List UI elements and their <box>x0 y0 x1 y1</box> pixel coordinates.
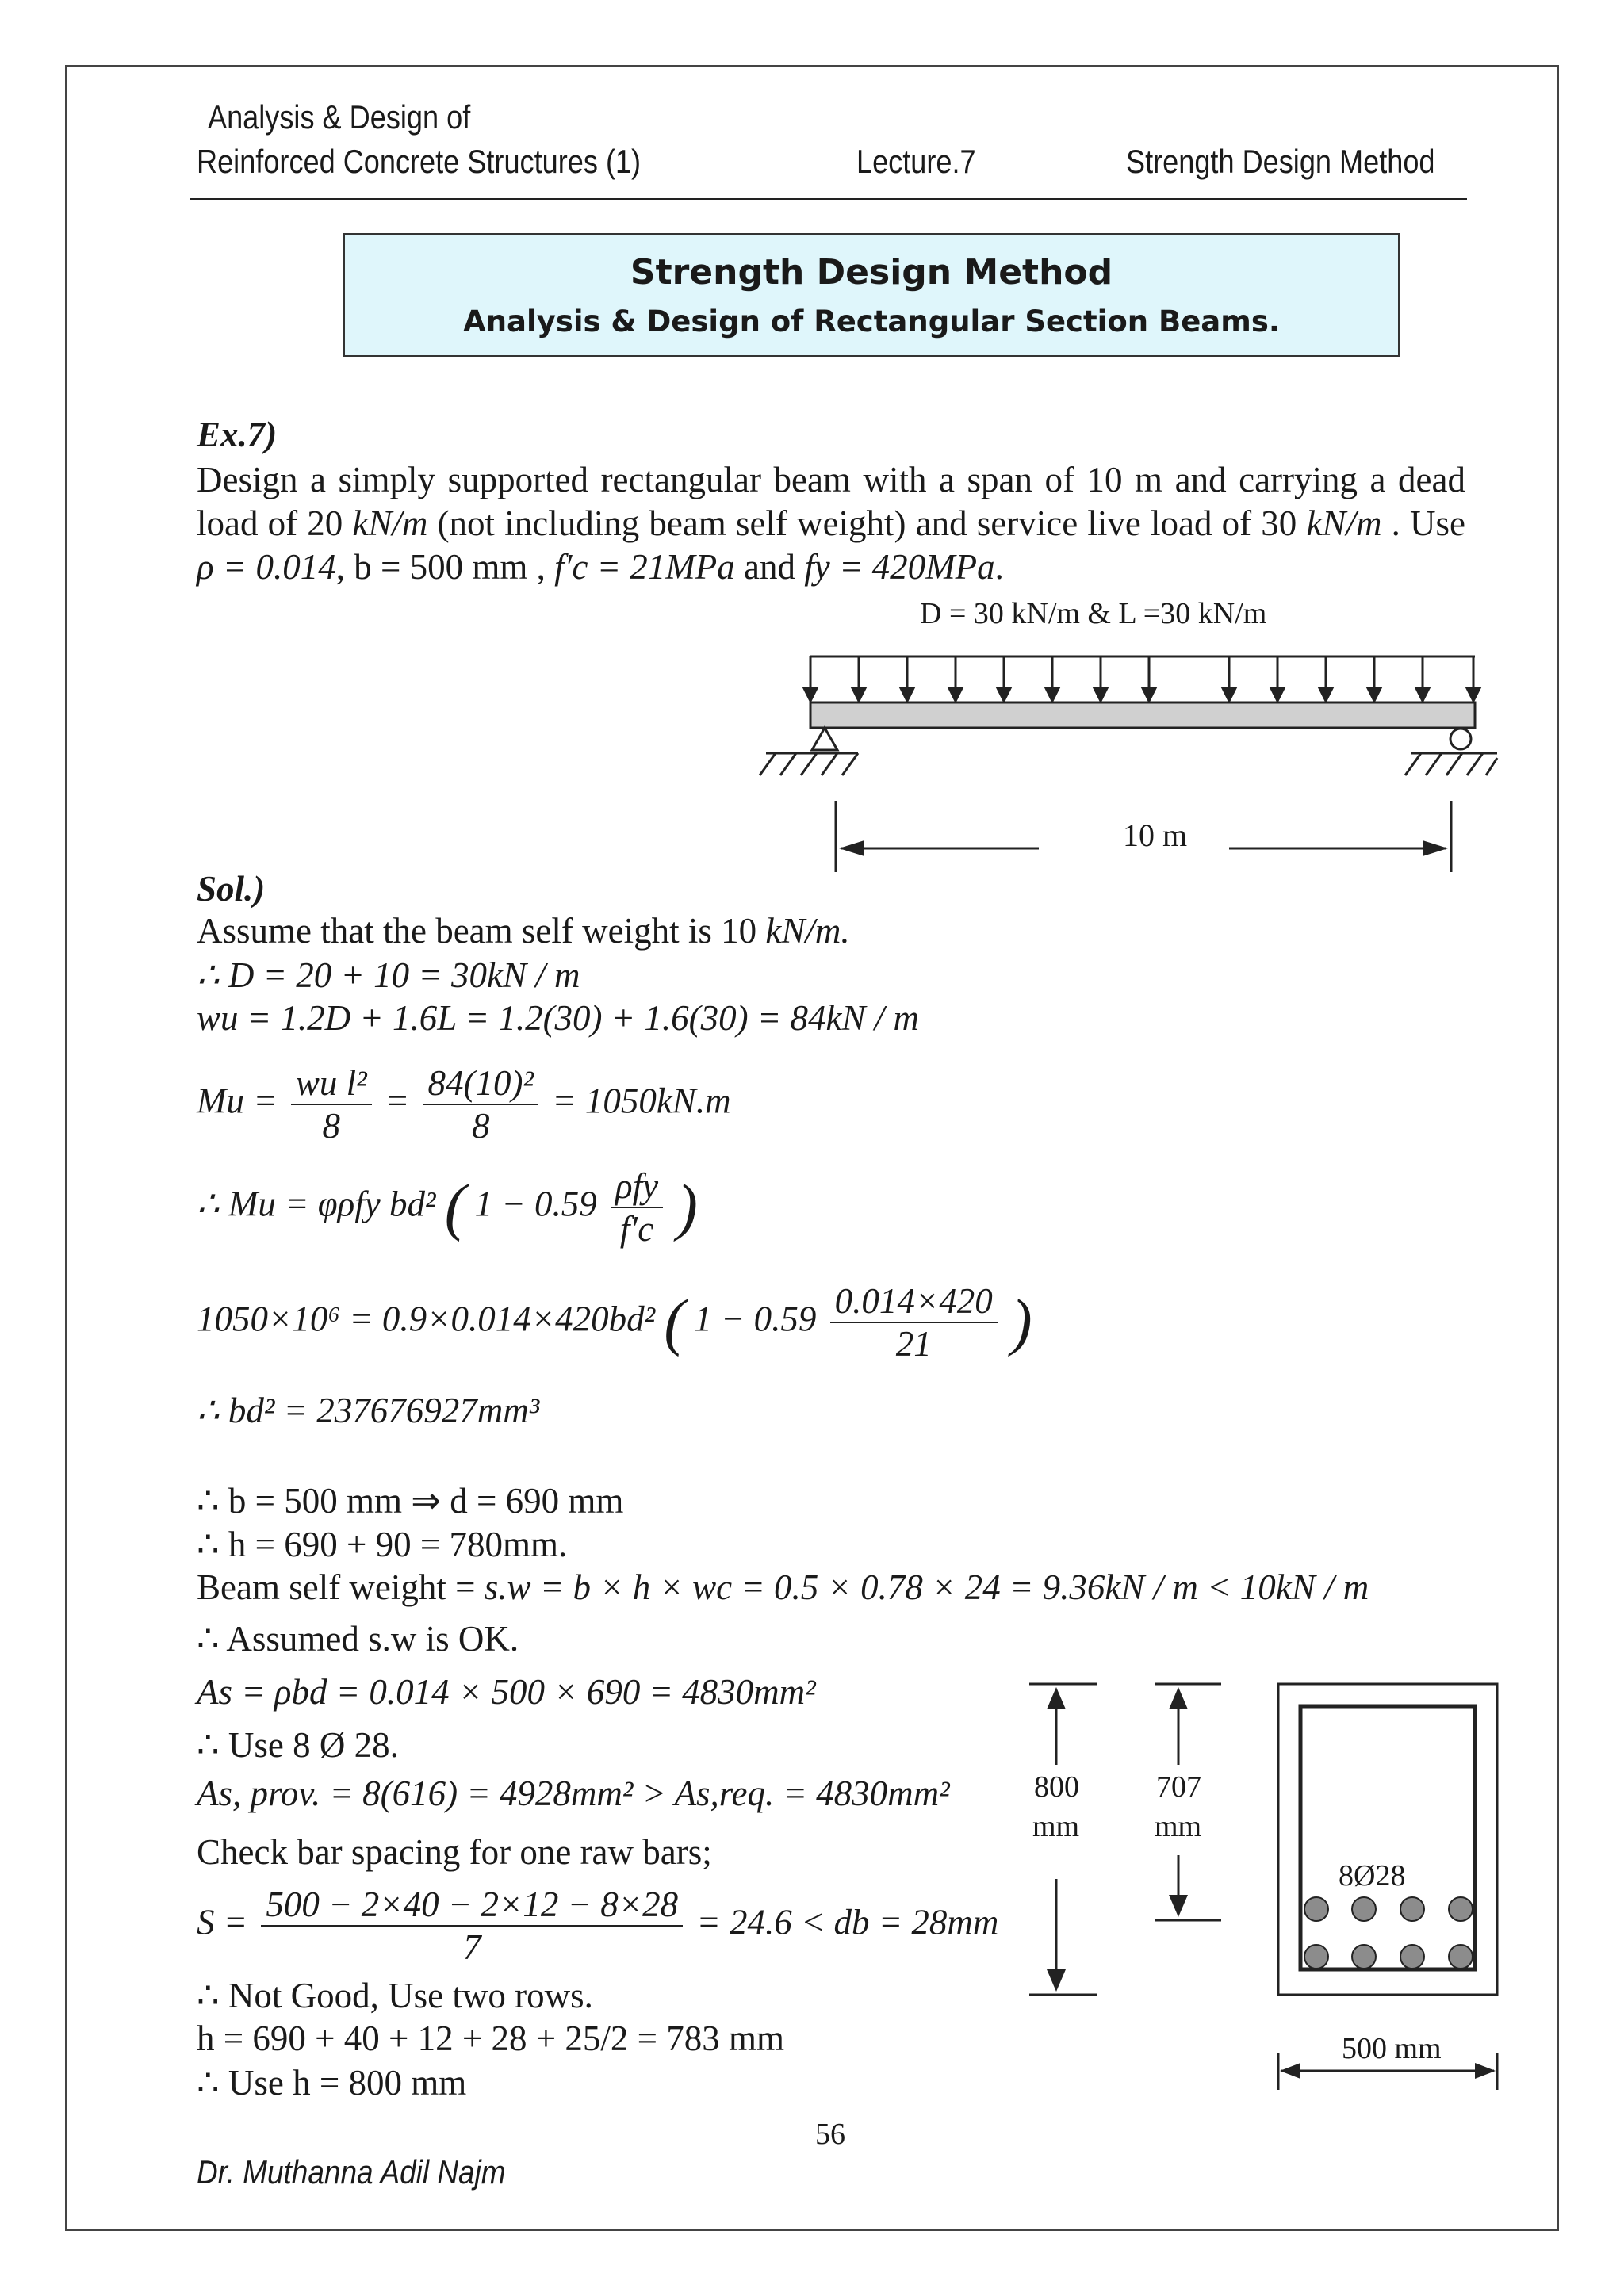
subtitle: Analysis & Design of Rectangular Section Beams. <box>463 304 1280 339</box>
moment-capacity-lhs: ∴ Mu = φρfy bd² <box>197 1184 436 1224</box>
effective-depth-unit: mm <box>1155 1810 1202 1843</box>
dead-load-eq: ∴ D = 20 + 10 = 30kN / m <box>197 955 580 995</box>
moment-frac-1-num: wu l² <box>291 1062 372 1105</box>
paren-open-2: ( <box>664 1288 685 1357</box>
numeric-frac-num: 0.014×420 <box>830 1280 998 1323</box>
section-width-label: 500 mm <box>1342 2032 1442 2065</box>
use-bars-line: ∴ Use 8 Ø 28. <box>197 1725 399 1765</box>
h-calc-line: h = 690 + 40 + 12 + 28 + 25/2 = 783 mm <box>197 2019 785 2058</box>
statement-end: . <box>994 547 1004 587</box>
spacing-num: 500 − 2×40 − 2×12 − 8×28 <box>261 1884 683 1927</box>
moment-capacity-inner: 1 − 0.59 <box>474 1184 597 1224</box>
fc-value: f′c = 21MPa <box>554 547 735 587</box>
author-footer: Dr. Muthanna Adil Najm <box>197 2153 506 2191</box>
dead-load-unit: kN/m <box>352 503 428 543</box>
moment-frac-2-den: 8 <box>471 1106 490 1146</box>
spacing-rhs: = 24.6 < db = 28mm <box>696 1902 999 1942</box>
paren-close: ) <box>676 1173 698 1242</box>
moment-rhs: = 1050kN.m <box>552 1081 731 1121</box>
course-title-line1: Analysis & Design of <box>208 98 471 136</box>
paren-open: ( <box>444 1173 466 1242</box>
header-topic: Strength Design Method <box>1126 143 1435 180</box>
and-word: and <box>734 547 805 587</box>
solution-label: Sol.) <box>197 869 266 909</box>
statement-part2: (not including beam self weight) and service live load of 30 <box>427 503 1307 543</box>
numeric-frac-den: 21 <box>895 1324 932 1364</box>
sw-assumption-unit: kN/m. <box>765 911 850 951</box>
h-line: ∴ h = 690 + 90 = 780mm. <box>197 1525 568 1564</box>
b-d-line: ∴ b = 500 mm ⇒ d = 690 mm <box>197 1481 624 1521</box>
bars-label: 8Ø28 <box>1339 1859 1406 1892</box>
moment-lhs: Mu = <box>197 1081 278 1121</box>
sw-assumption-text: Assume that the beam self weight is 10 <box>197 911 766 951</box>
as-prov-eq: As, prov. = 8(616) = 4928mm² > As,req. = 4830mm² <box>197 1774 950 1813</box>
moment-frac-2-num: 84(10)² <box>423 1062 538 1105</box>
load-label: D = 30 kN/m & L =30 kN/m <box>920 597 1267 630</box>
check-spacing-line: Check bar spacing for one raw bars; <box>197 1832 712 1872</box>
use-h-line: ∴ Use h = 800 mm <box>197 2063 467 2103</box>
live-load-unit: kN/m <box>1306 503 1382 543</box>
effective-depth-value: 707 <box>1156 1770 1201 1804</box>
statement-part3: . Use <box>1381 503 1465 543</box>
lecture-label: Lecture.7 <box>856 143 976 180</box>
span-label: 10 m <box>1123 817 1188 853</box>
statement-part1: Design a simply supported rectangular beam with a span of 10 m and carrying a dead load of 20 <box>197 460 1465 543</box>
fy-value: fy = 420MPa <box>804 547 995 587</box>
factored-load-eq: wu = 1.2D + 1.6L = 1.2(30) + 1.6(30) = 84kN / m <box>197 998 919 1038</box>
spacing-den: 7 <box>462 1927 481 1967</box>
section-height-value: 800 <box>1034 1770 1079 1804</box>
course-title-line2: Reinforced Concrete Structures (1) <box>197 143 642 180</box>
moment-capacity-num: ρfy <box>611 1165 663 1208</box>
example-label: Ex.7) <box>197 415 278 454</box>
eq-sign: = <box>385 1081 410 1121</box>
paren-close-2: ) <box>1011 1288 1032 1357</box>
title: Strength Design Method <box>630 252 1113 293</box>
as-eq: As = ρbd = 0.014 × 500 × 690 = 4830mm² <box>197 1672 816 1712</box>
moment-capacity-den: f′c <box>619 1209 654 1249</box>
bd2-eq: ∴ bd² = 237676927mm³ <box>197 1391 540 1430</box>
sw-ok-line: ∴ Assumed s.w is OK. <box>197 1619 519 1659</box>
moment-frac-1-den: 8 <box>322 1106 340 1146</box>
self-weight-label: Beam self weight = <box>197 1567 485 1607</box>
b-value: , b = 500 mm , <box>335 547 555 587</box>
page-number: 56 <box>815 2118 845 2151</box>
self-weight-eq: s.w = b × h × wc = 0.5 × 0.78 × 24 = 9.36kN / m < 10kN / m <box>484 1567 1369 1607</box>
not-good-line: ∴ Not Good, Use two rows. <box>197 1976 593 2015</box>
numeric-inner: 1 − 0.59 <box>694 1299 817 1339</box>
section-height-unit: mm <box>1032 1810 1080 1843</box>
numeric-lhs: 1050×10⁶ = 0.9×0.014×420bd² <box>197 1299 656 1339</box>
rho-value: ρ = 0.014 <box>197 547 336 587</box>
spacing-lhs: S = <box>197 1902 248 1942</box>
